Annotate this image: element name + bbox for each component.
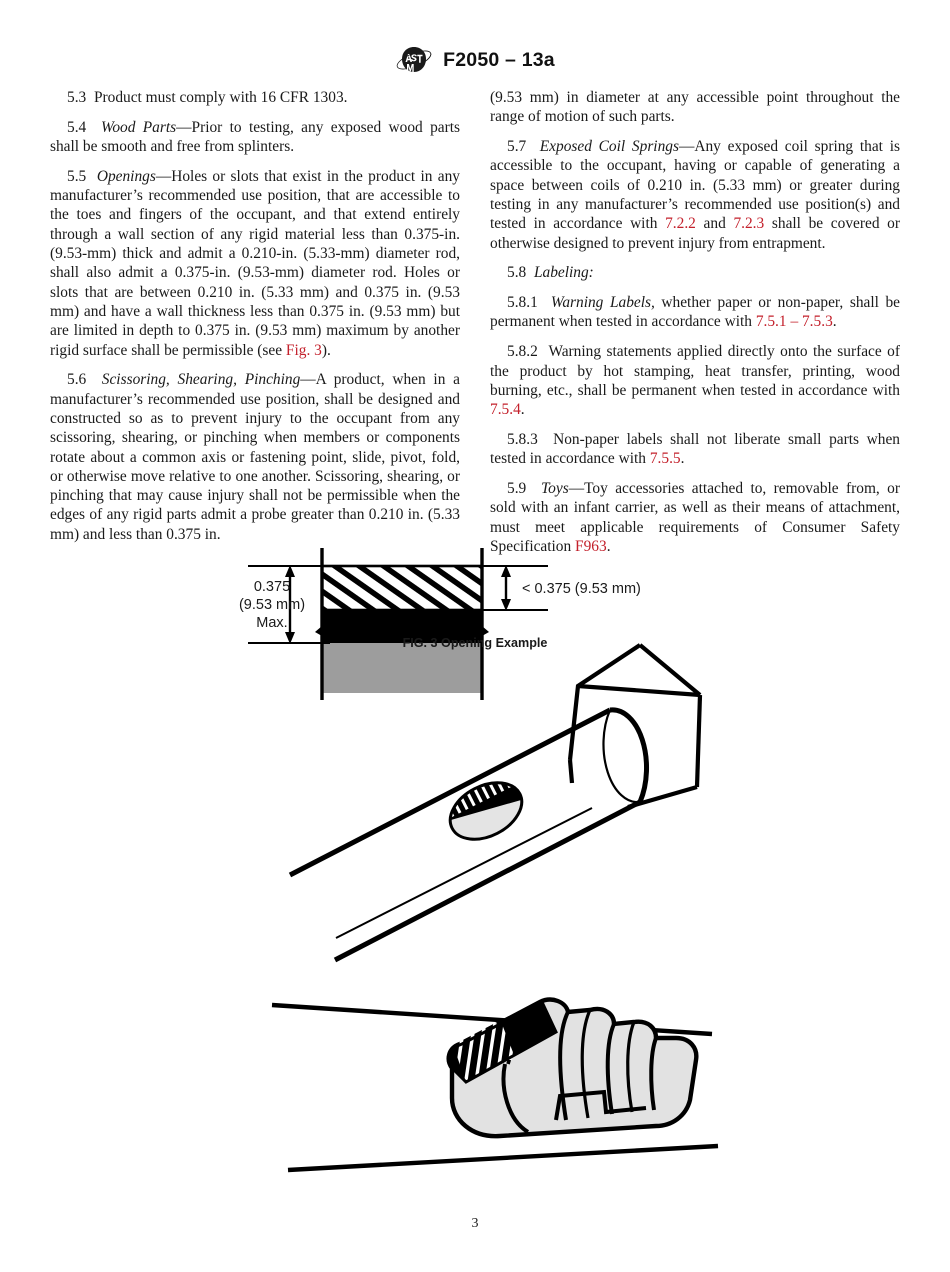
para-title-5-7: Exposed Coil Springs bbox=[539, 138, 679, 156]
ribbed-probe-assembly bbox=[272, 1000, 718, 1170]
para-text-5-8-2-b: . bbox=[520, 401, 525, 419]
para-number-5-9: 5.9 bbox=[507, 480, 527, 498]
xref-fig-3[interactable]: Fig. 3 bbox=[285, 341, 322, 359]
right-column bbox=[490, 88, 900, 556]
tube-top-line bbox=[290, 710, 610, 875]
para-number-5-6: 5.6 bbox=[67, 371, 87, 389]
para-number-5-4: 5.4 bbox=[67, 118, 87, 136]
para-number-5-3: 5.3 bbox=[67, 89, 87, 106]
astm-logo-icon bbox=[395, 44, 433, 76]
dim-left-line-3: Max. bbox=[256, 615, 288, 631]
para-text-5-9-b: . bbox=[606, 537, 611, 555]
page-number: 3 bbox=[471, 1216, 479, 1231]
para-text-5-7-c: shall be covered or otherwise designed to prevent injury from entrapment. bbox=[490, 215, 900, 252]
para-number-5-7: 5.7 bbox=[507, 138, 527, 156]
para-text-5-5-b: ). bbox=[321, 341, 331, 359]
para-text-5-9-a: —Toy accessories attached to, removable from, or sold with an infant carrier, as well as their means of attachment, must meet applicable requirements of Consumer Safety Specification bbox=[490, 480, 900, 555]
para-number-5-8-3: 5.8.3 bbox=[507, 430, 538, 448]
paragraph-5-6-continued bbox=[490, 88, 900, 127]
paragraph-5-6 bbox=[50, 370, 460, 544]
paragraph-5-8-1 bbox=[490, 293, 900, 332]
para-text-5-7-b: and bbox=[695, 215, 734, 233]
para-text-5-6: —A product, when in a manufacturer’s recommended use position, shall be designed and constructed so as to prevent injury to the occupant from any scissoring, shearing, or pinching when members or components rotate about a common axis or fastening point, slide, pivot, fold, or otherwise move relative to one another. Scissoring, shearing, or pinching that may cause injury shall not be permissible when the edges of any rigid parts admit a probe greater than 0.210 in. (5.33 mm) and less than 0.375 in. bbox=[50, 371, 460, 543]
dim-left-line-1: 0.375 bbox=[253, 579, 291, 595]
para-text-5-4: —Prior to testing, any exposed wood parts shall be smooth and free from splinters. bbox=[50, 118, 460, 156]
para-text-5-8-1-b: . bbox=[832, 313, 837, 331]
xref-7-5-4[interactable]: 7.5.4 bbox=[490, 401, 521, 419]
para-text-5-8-3-b: . bbox=[680, 450, 685, 468]
para-number-5-8: 5.8 bbox=[507, 264, 527, 282]
dim-right-label: < 0.375 (9.53 mm) bbox=[522, 581, 641, 597]
xref-7-5-5[interactable]: 7.5.5 bbox=[649, 450, 681, 468]
gray-base-block bbox=[322, 643, 482, 693]
para-text-5-8-2-a: Warning statements applied directly onto the surface of the product by hot stamping, heat transfer, printing, wood burning, etc., shall be permanent when tested in accordance with bbox=[490, 343, 900, 399]
paragraph-5-7 bbox=[490, 137, 900, 253]
paragraph-5-5 bbox=[50, 167, 460, 360]
paragraph-5-8-3 bbox=[490, 430, 900, 469]
paragraph-5-4 bbox=[50, 118, 460, 157]
dim-left-line-2: (9.53 mm) bbox=[238, 597, 306, 613]
frame-right-edge bbox=[697, 695, 700, 787]
rail-lower bbox=[288, 1146, 718, 1170]
para-title-5-9: Toys bbox=[541, 480, 569, 498]
xref-7-2-3[interactable]: 7.2.3 bbox=[733, 215, 765, 233]
standard-designation: F2050 – 13a bbox=[443, 48, 555, 71]
paragraph-5-8 bbox=[490, 263, 900, 282]
para-number-5-8-2: 5.8.2 bbox=[507, 343, 538, 361]
left-column bbox=[50, 88, 460, 556]
xref-7-5-1-7-5-3[interactable]: 7.5.1 – 7.5.3 bbox=[755, 313, 833, 331]
para-text-5-5-a: —Holes or slots that exist in the product in any manufacturer’s recommended use position, that are accessible to the toes and fingers of the occupant, and that extend entirely through a wall section of any rigid material less than 0.375-in. (9.53-mm) thick and admit a 0.210-in. (5.33-mm) diameter rod, shall also admit a 0.375-in. (9.53-mm) diameter rod. Holes or slots that are between 0.210 in. (5.33 mm) and 0.375 in. (9.53 mm) and have a wall thickness less than 0.375 in. (9.53 mm) but are limited in depth to 0.375 in. (9.53 mm) maximum by another rigid surface shall be permissible (see bbox=[50, 167, 460, 359]
para-text-5-3: Product must comply with 16 CFR 1303. bbox=[93, 89, 348, 106]
xref-7-2-2[interactable]: 7.2.2 bbox=[665, 215, 696, 233]
paragraph-5-8-2 bbox=[490, 342, 900, 419]
para-text-5-8-3-a: Non-paper labels shall not liberate small parts when tested in accordance with bbox=[490, 430, 900, 468]
para-text-5-8-1-a: whether paper or non-paper, shall be permanent when tested in accordance with bbox=[490, 294, 901, 331]
frame-top-edge bbox=[578, 686, 700, 695]
frame-left-edge bbox=[570, 760, 572, 783]
para-number-5-5: 5.5 bbox=[67, 167, 87, 185]
para-title-5-8-1: Warning Labels, bbox=[550, 294, 655, 312]
body-columns bbox=[50, 88, 900, 556]
frame-top-right-edge bbox=[640, 645, 700, 695]
para-title-5-4: Wood Parts bbox=[100, 118, 177, 136]
frame-back-edge bbox=[570, 645, 640, 760]
para-title-5-6: Scissoring, Shearing, Pinching bbox=[101, 371, 301, 389]
tube-opening bbox=[441, 771, 549, 860]
para-text-5-6-cont: (9.53 mm) in diameter at any accessible point throughout the range of motion of such parts. bbox=[490, 89, 900, 126]
xref-f963[interactable]: F963 bbox=[575, 537, 607, 555]
para-text-5-7-a: —Any exposed coil spring that is accessible to the occupant, having or capable of generating a space between coils of 0.210 in. (5.33 mm) or greater during testing in any manufacturer’s recommended use position(s) and tested in accordance with bbox=[490, 138, 900, 233]
paragraph-5-3 bbox=[50, 88, 460, 107]
para-title-5-8: Labeling: bbox=[533, 264, 594, 282]
dim-arrow-right bbox=[501, 565, 511, 611]
para-number-5-8-1: 5.8.1 bbox=[507, 294, 538, 312]
page-header bbox=[0, 44, 950, 76]
para-title-5-5: Openings bbox=[96, 167, 156, 185]
figure-caption: FIG. 3 Opening Example bbox=[402, 636, 548, 650]
wall-cross-section bbox=[239, 548, 641, 700]
hatched-wall-section bbox=[322, 566, 482, 610]
